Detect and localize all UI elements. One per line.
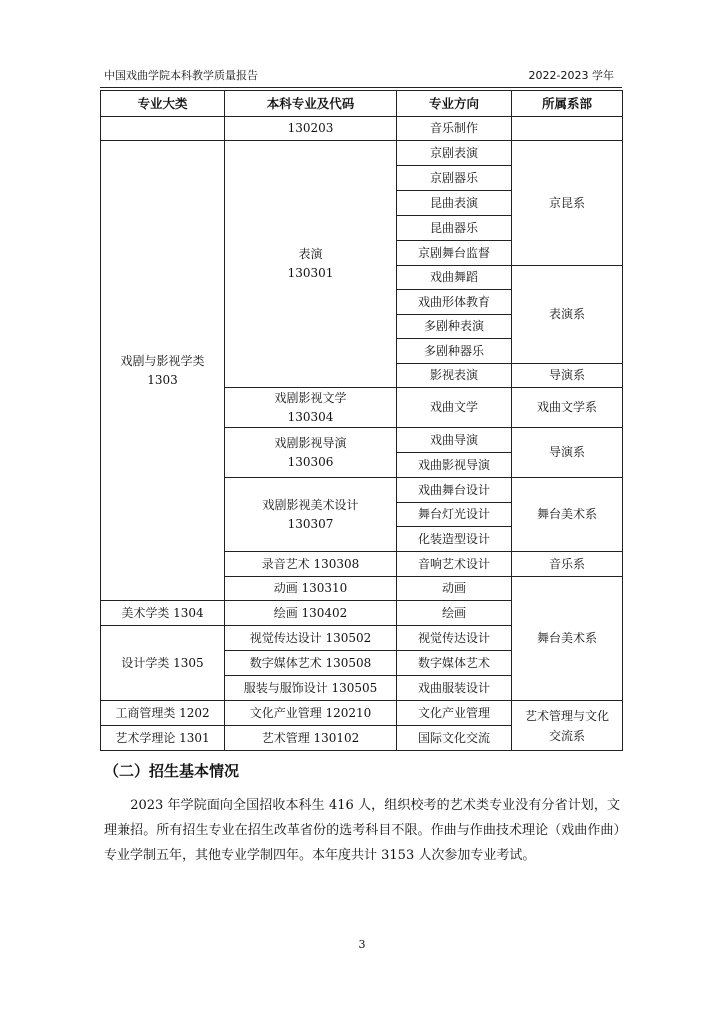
direction-cell: 多剧种器乐 [397,339,512,364]
department-cell: 京昆系 [512,141,623,266]
col-header-major: 本科专业及代码 [225,91,397,117]
direction-cell: 绘画 [397,601,512,626]
direction-cell: 戏曲舞台设计 [397,478,512,503]
direction-cell: 戏曲文学 [397,388,512,428]
table-header-row [101,91,623,117]
direction-cell: 舞台灯光设计 [397,503,512,527]
major-cell: 表演 130301 [225,141,397,388]
department-cell: 表演系 [512,266,623,364]
direction-cell: 京剧表演 [397,141,512,166]
col-header-direction: 专业方向 [397,91,512,117]
empty-cell [512,117,623,141]
section-paragraph: 2023 年学院面向全国招收本科生 416 人，组织校考的艺术类专业没有分省计划，文理兼招。所有招生专业在招生改革省份的选考科目不限。作曲与作曲技术理论（戏曲作曲）专业学制五年，其他专业学制四年。本年度共计 3153 人次参加专业考试。 [104,798,620,863]
category-cell: 戏剧与影视学类 1303 [101,141,225,601]
direction-cell: 京剧舞台监督 [397,241,512,266]
category-cell: 艺术学理论 1301 [101,726,225,751]
major-cell: 绘画 130402 [225,601,397,626]
direction-cell: 戏曲形体教育 [397,290,512,315]
category-cell: 工商管理类 1202 [101,701,225,726]
department-cell: 导演系 [512,428,623,478]
direction-cell: 视觉传达设计 [397,626,512,651]
table-row [101,141,623,166]
direction-cell: 戏曲舞蹈 [397,266,512,290]
department-cell: 舞台美术系 [512,577,623,701]
major-cell: 130203 [225,117,397,141]
header-title: 中国戏曲学院本科教学质量报告 [104,69,258,82]
department-cell: 舞台美术系 [512,478,623,552]
major-cell: 戏剧影视导演 130306 [225,428,397,478]
direction-cell: 昆曲表演 [397,191,512,216]
majors-table [100,90,623,751]
major-cell: 录音艺术 130308 [225,552,397,577]
direction-cell: 戏曲服装设计 [397,676,512,701]
section-title: （二）招生基本情况 [104,762,240,780]
direction-cell: 音乐制作 [397,117,512,141]
major-cell: 戏剧影视美术设计 130307 [225,478,397,552]
direction-cell: 文化产业管理 [397,701,512,726]
department-cell: 导演系 [512,364,623,388]
category-cell: 设计学类 1305 [101,626,225,701]
empty-cell [101,117,225,141]
department-cell: 音乐系 [512,552,623,577]
direction-cell: 多剧种表演 [397,315,512,339]
table-row [101,701,623,726]
direction-cell: 音响艺术设计 [397,552,512,577]
direction-cell: 戏曲影视导演 [397,453,512,478]
header-year: 2022-2023 学年 [528,69,614,82]
major-cell: 艺术管理 130102 [225,726,397,751]
direction-cell: 京剧器乐 [397,166,512,191]
table-row [101,117,623,141]
category-cell: 美术学类 1304 [101,601,225,626]
direction-cell: 昆曲器乐 [397,216,512,241]
major-cell: 数字媒体艺术 130508 [225,651,397,676]
department-cell: 艺术管理与文化 交流系 [512,701,623,751]
col-header-department: 所属系部 [512,91,623,117]
direction-cell: 化装造型设计 [397,527,512,552]
page-number: 3 [358,938,366,951]
major-cell: 文化产业管理 120210 [225,701,397,726]
direction-cell: 数字媒体艺术 [397,651,512,676]
direction-cell: 戏曲导演 [397,428,512,453]
direction-cell: 影视表演 [397,364,512,388]
direction-cell: 国际文化交流 [397,726,512,751]
header-rule [100,87,622,88]
major-cell: 动画 130310 [225,577,397,601]
department-cell: 戏曲文学系 [512,388,623,428]
major-cell: 服装与服饰设计 130505 [225,676,397,701]
direction-cell: 动画 [397,577,512,601]
major-cell: 视觉传达设计 130502 [225,626,397,651]
page-header [100,67,622,85]
col-header-category: 专业大类 [101,91,225,117]
major-cell: 戏剧影视文学 130304 [225,388,397,428]
